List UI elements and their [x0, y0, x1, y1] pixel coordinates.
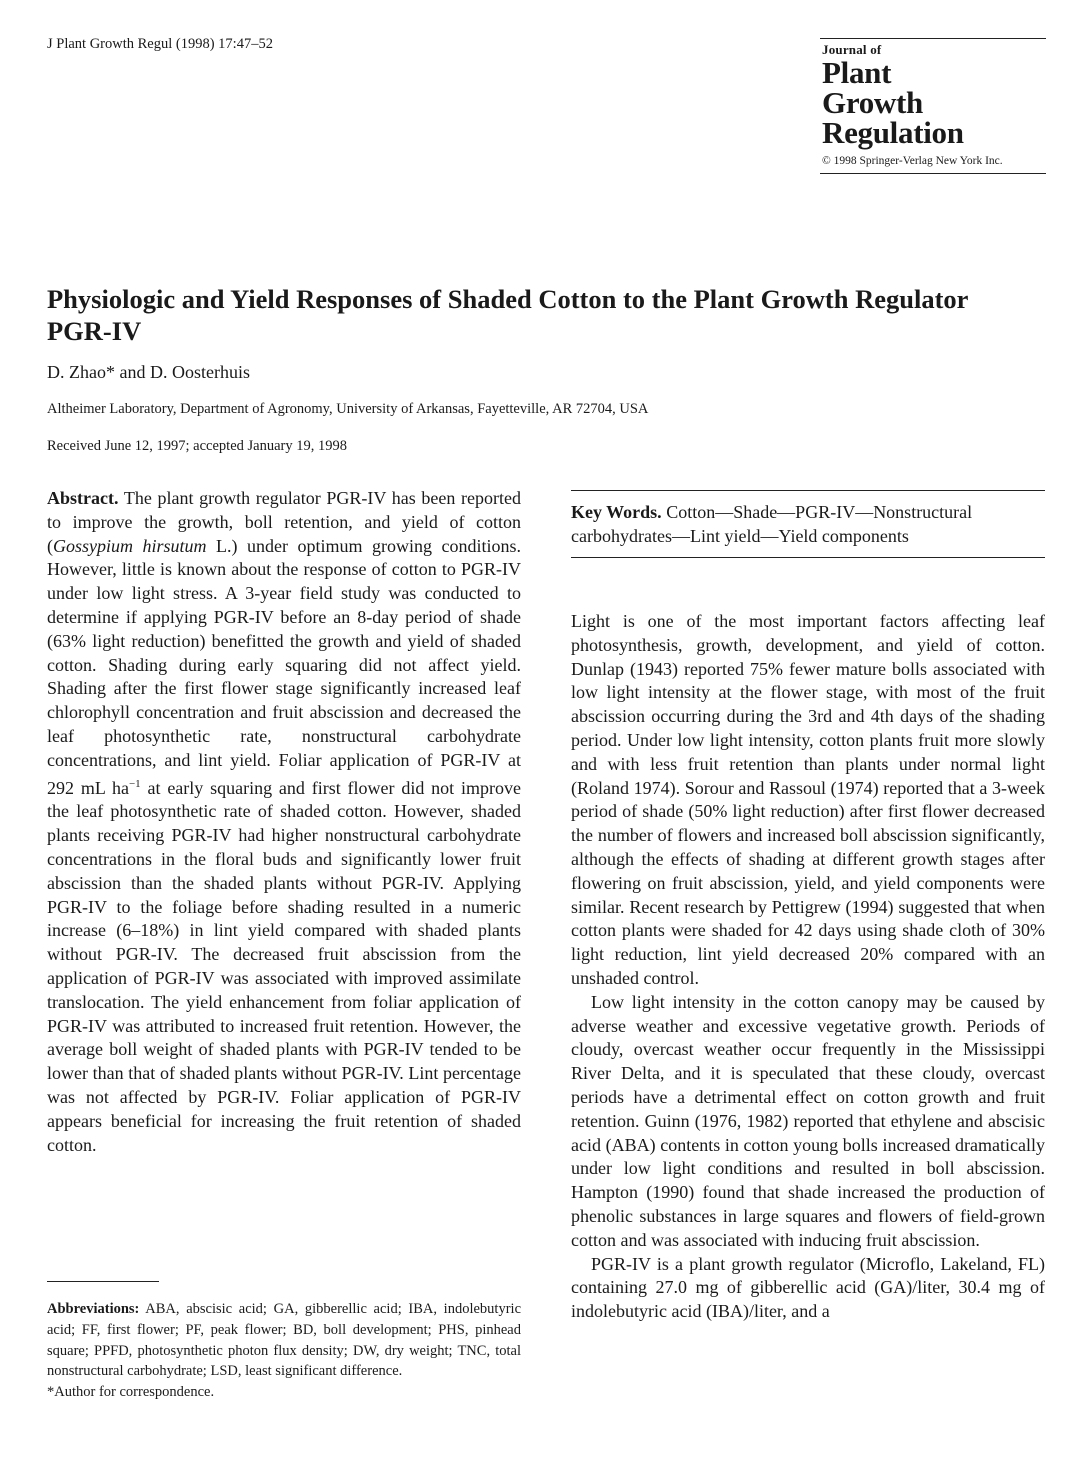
- abbreviations-footnote: [47, 1299, 521, 1382]
- body-paragraph-1: Light is one of the most important factors affecting leaf photosynthesis, growth, development, and yield of cotton. Dunlap (1943) reported 75% fewer mature bolls associated with low light intensity at the flower stage, with most of the fruit abscission occurring during the 3rd and 4th days of the shading period. Under low light intensity, cotton plants fruit more slowly and with less fruit retention than plants under normal light (Roland 1974). Sorour and Rassoul (1974) reported that a 3-week period of shade (50% light reduction) after first flower decreased the number of flowers and increased boll abscission significantly, although the effects of shading at different growth stages after flowering on fruit abscission, yield, and yield components were similar. Recent research by Pettigrew (1994) suggested that when cotton plants were shaded for 42 days using shade cloth of 30% light reduction, lint yield decreased 20% compared with an unshaded control.: [571, 611, 1045, 988]
- logo-plant: Plant: [822, 55, 892, 90]
- keywords-box: [571, 490, 1045, 558]
- article-title: Physiologic and Yield Responses of Shaded Cotton to the Plant Growth Regulator PGR-IV: [47, 284, 968, 346]
- logo-journal-of: Journal of: [822, 42, 882, 57]
- body-paragraph-2: Low light intensity in the cotton canopy may be caused by adverse weather and excessive vegetative growth. Periods of cloudy, overcast weather occur frequently in the Mississippi River Delta, and it is speculated that these cloudy, overcast periods have a detrimental effect on cotton growth and fruit retention. Guinn (1976, 1982) reported that ethylene and abscisic acid (ABA) contents in cotton young bolls increased dramatically under low light conditions and resulted in boll abscission. Hampton (1990) found that shade increased the production of phenolic substances in large squares and flowers of field-grown cotton and was associated with inducing fruit abscission.: [571, 991, 1045, 1250]
- footnotes: [47, 1299, 521, 1403]
- abstract-label: Abstract.: [47, 488, 119, 508]
- abstract-section: [47, 487, 521, 1157]
- article-authors: D. Zhao* and D. Oosterhuis: [47, 362, 250, 382]
- keywords-label: Key Words.: [571, 502, 662, 522]
- abstract-text-1: The plant growth regulator PGR-IV has been reported to improve the growth, boll retention, and yield of cotton (: [47, 488, 521, 556]
- correspondence-footnote: *Author for correspondence.: [47, 1384, 215, 1401]
- abbreviations-label: Abbreviations:: [47, 1301, 140, 1317]
- copyright-notice: © 1998 Springer-Verlag New York Inc.: [822, 155, 1003, 167]
- unit-exponent: −1: [128, 777, 141, 790]
- abstract-text-3: at early squaring and first flower did not improve the leaf photosynthetic rate of shaded cotton. However, shaded plants receiving PGR-IV had higher nonstructural carbohydrate concentrations in the floral buds and significantly lower fruit abscission than the shaded plants without PGR-IV. Applying PGR-IV to the foliage before shading resulted in a numeric increase (6–18%) in lint yield compared with shaded plants without PGR-IV. The decreased fruit abscission from the application of PGR-IV was associated with improved assimilate translocation. The yield enhancement from foliar application of PGR-IV was attributed to increased fruit retention. However, the average boll weight of shaded plants with PGR-IV tended to be lower than that of shaded plants without PGR-IV. Lint percentage was not affected by PGR-IV. Foliar application of PGR-IV appears beneficial for increasing the fruit retention of shaded cotton.: [47, 777, 521, 1155]
- logo-growth: Growth: [822, 85, 923, 120]
- body-paragraph-3: PGR-IV is a plant growth regulator (Microflo, Lakeland, FL) containing 27.0 mg of gibberellic acid (GA)/liter, 30.4 mg of indolebutyric acid (IBA)/liter, and a: [571, 1253, 1045, 1322]
- species-name: Gossypium hirsutum: [53, 535, 207, 556]
- abstract-paragraph: [47, 487, 521, 1157]
- abbreviations-text: ABA, abscisic acid; GA, gibberellic acid; IBA, indolebutyric acid; FF, first flower; PF, peak flower; BD, boll development; PHS, pinhead square; PPFD, photosynthetic photon flux density; DW, dry weight; TNC, total nonstructural carbohydrate; LSD, least significant difference.: [47, 1301, 522, 1380]
- abstract-text-2: L.) under optimum growing conditions. However, little is known about the response of cotton to PGR-IV under low light stress. A 3-year field study was conducted to determine if applying PGR-IV before an 8-day period of shade (63% light reduction) benefitted the growth and yield of shaded cotton. Shading during early squaring did not affect yield. Shading after the first flower stage significantly increased leaf chlorophyll concentration and fruit abscission and decreased the leaf photosynthetic rate, nonstructural carbohydrate concentrations, and lint yield. Foliar application of PGR-IV at 292 mL ha: [47, 535, 521, 798]
- body-section: [571, 610, 1045, 1324]
- logo-regulation: Regulation: [822, 115, 964, 150]
- footnote-divider: [47, 1281, 159, 1282]
- author-affiliation: Altheimer Laboratory, Department of Agronomy, University of Arkansas, Fayetteville, AR 72704, USA: [47, 401, 649, 417]
- journal-logo: [820, 38, 1046, 174]
- received-dates: Received June 12, 1997; accepted January 19, 1998: [47, 438, 347, 454]
- keywords-text: Cotton—Shade—PGR-IV—Nonstructural carbohydrates—Lint yield—Yield components: [571, 502, 973, 546]
- journal-citation: J Plant Growth Regul (1998) 17:47–52: [47, 36, 273, 52]
